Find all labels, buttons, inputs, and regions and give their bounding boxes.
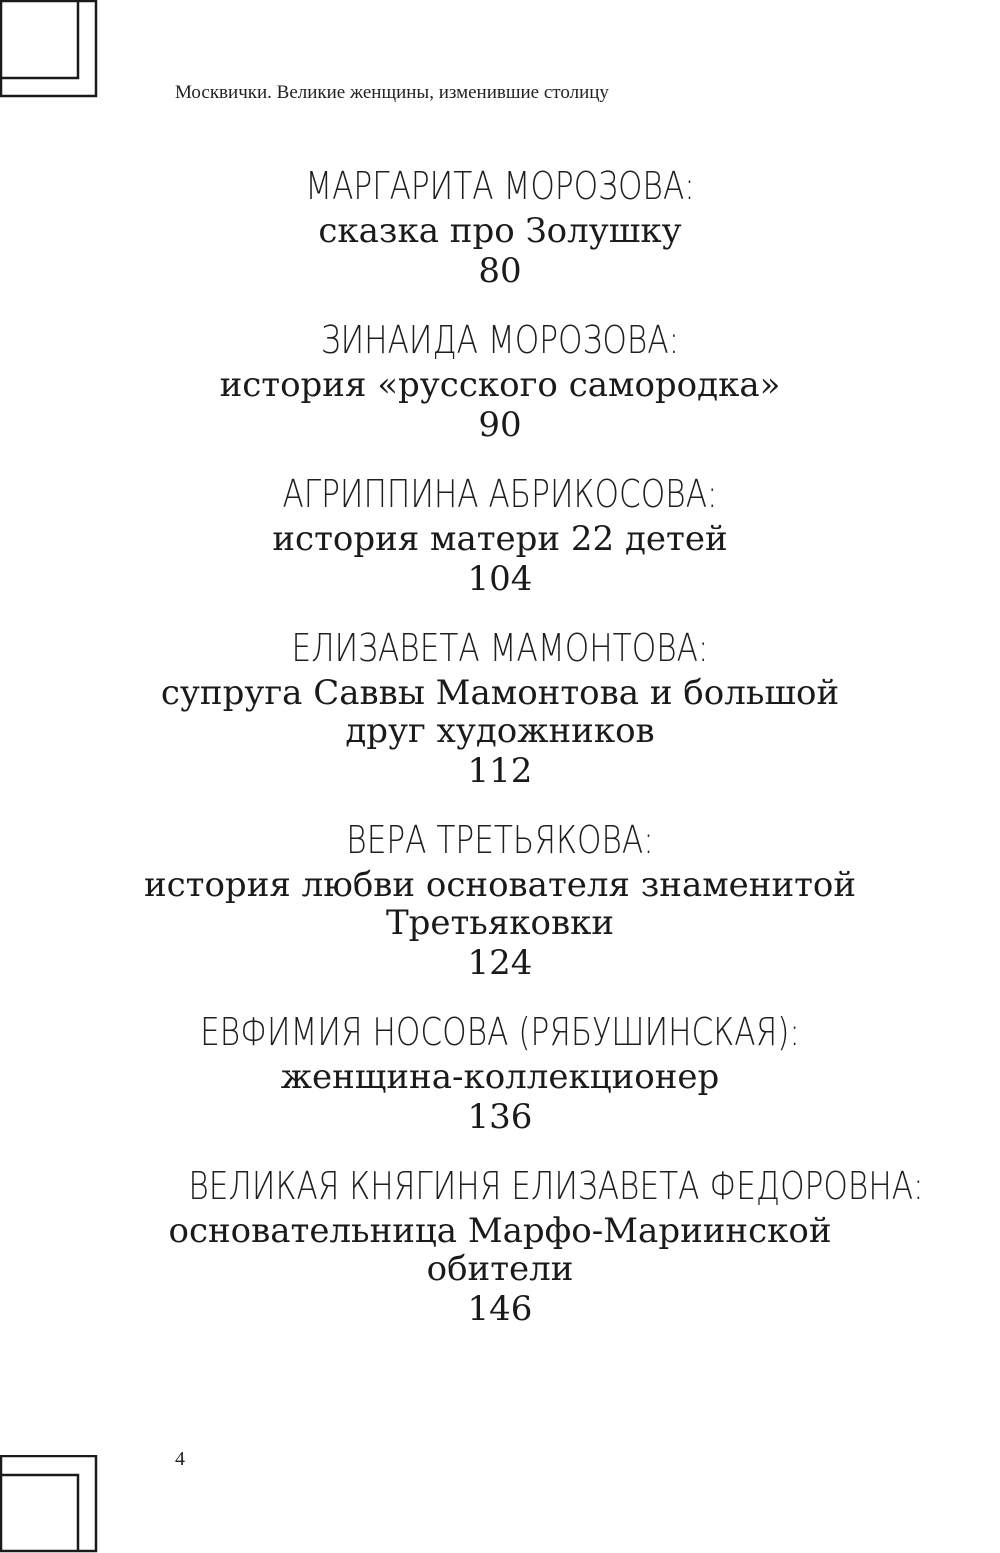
toc-entry-subtitle: история матери 22 детей: [272, 519, 728, 559]
toc-entry-subtitle: основательница Марфо-Мариинской обители: [168, 1211, 832, 1289]
toc-entry-page: 146: [467, 1289, 533, 1329]
toc-entry[interactable]: [120, 814, 880, 984]
table-of-contents: [0, 160, 1000, 1352]
toc-entry-page: 112: [467, 751, 533, 791]
toc-entry[interactable]: [120, 468, 880, 600]
toc-entry-page: 136: [467, 1097, 533, 1137]
toc-entry-name: ВЕРА ТРЕТЬЯКОВА:: [346, 818, 654, 862]
toc-entry-name: ЗИНАИДА МОРОЗОВА:: [320, 318, 680, 362]
toc-entry[interactable]: [120, 1006, 880, 1138]
toc-entry-subtitle: история любви основателя знаменитой Третьяковки: [143, 865, 857, 943]
page-number: 4: [175, 1448, 185, 1470]
corner-ornament-bottom: [0, 1455, 98, 1553]
toc-entry[interactable]: [120, 1160, 924, 1330]
toc-entry-name: ВЕЛИКАЯ КНЯГИНЯ ЕЛИЗАВЕТА ФЕДОРОВНА:: [188, 1164, 924, 1208]
toc-entry-subtitle: супруга Саввы Мамонтова и большой друг художников: [160, 673, 840, 751]
toc-entry-page: 80: [478, 251, 522, 291]
toc-entry[interactable]: [120, 314, 880, 446]
toc-entry-page: 90: [478, 405, 522, 445]
toc-entry-name: ЕВФИМИЯ НОСОВА (РЯБУШИНСКАЯ):: [200, 1010, 800, 1054]
toc-entry-subtitle: история «русского самородка»: [219, 365, 781, 405]
corner-ornament-top: [0, 0, 98, 98]
toc-entry-name: МАРГАРИТА МОРОЗОВА:: [305, 164, 695, 208]
toc-entry[interactable]: [120, 622, 880, 792]
toc-entry-name: АГРИППИНА АБРИКОСОВА:: [282, 472, 718, 516]
running-header: Москвички. Великие женщины, изменившие столицу: [175, 82, 609, 103]
toc-entry-name: ЕЛИЗАВЕТА МАМОНТОВА:: [291, 626, 709, 670]
toc-entry-subtitle: сказка про Золушку: [318, 211, 682, 251]
toc-entry-page: 124: [467, 943, 533, 983]
toc-entry[interactable]: [120, 160, 880, 292]
toc-entry-page: 104: [467, 559, 533, 599]
toc-entry-subtitle: женщина-коллекционер: [280, 1057, 720, 1097]
